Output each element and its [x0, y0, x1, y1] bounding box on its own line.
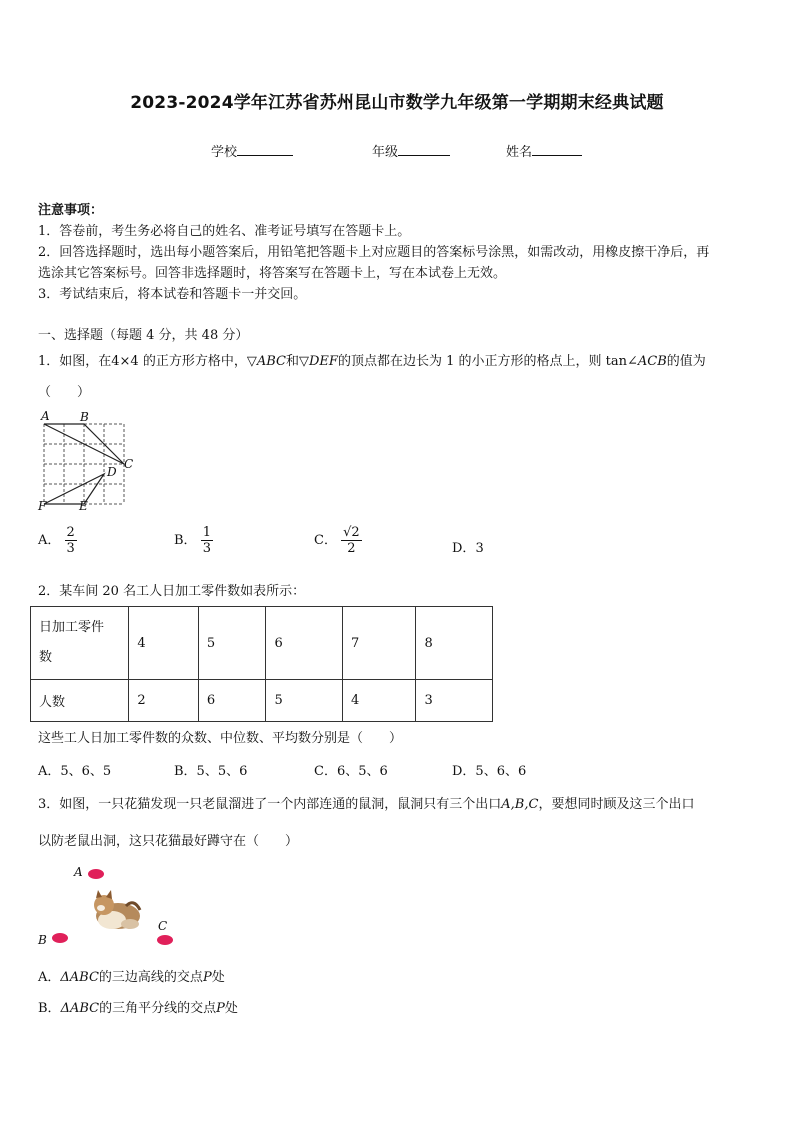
- hole-label-c: C: [158, 919, 168, 933]
- q3-stem-a: 3．如图，一只花猫发现一只老鼠溜进了一个内部连通的鼠洞，鼠洞只有三个出口: [38, 797, 502, 812]
- option-text-end: 处: [211, 970, 225, 985]
- label-c: C: [124, 457, 134, 471]
- table-cell: 6: [198, 680, 266, 722]
- notice-item-2: 2．回答选择题时，选出每小题答案后，用铅笔把答题卡上对应题目的答案标号涂黑，如需改动，用橡皮擦干净后，再: [38, 245, 710, 260]
- q1-option-d[interactable]: [452, 537, 484, 556]
- notice-item-2-cont: 选涂其它答案标号。回答非选择题时，将答案写在答题卡上，写在本试卷上无效。: [38, 266, 507, 281]
- school-field[interactable]: [211, 141, 293, 160]
- hole-c: [157, 935, 173, 945]
- table-header-cell: 人数: [31, 680, 129, 722]
- option-letter: B．: [174, 533, 197, 548]
- option-letter: C．: [314, 533, 337, 548]
- numerator: 2: [66, 525, 75, 540]
- name-field[interactable]: [506, 141, 582, 160]
- fraction: [65, 525, 77, 556]
- q1-stem-c: 的值为: [666, 354, 706, 369]
- q1-stem-b: 的顶点都在边长为 1 的小正方形的格点上，则 tan∠: [337, 354, 638, 369]
- denominator: 3: [66, 541, 75, 556]
- q1-paren: （ ）: [38, 385, 91, 400]
- q1-and: 和: [285, 354, 299, 369]
- q3-stem-line2: 以防老鼠出洞，这只花猫最好蹲守在（ ）: [38, 834, 299, 849]
- hole-a: [88, 869, 104, 879]
- q2-option-c[interactable]: C．6、5、6: [314, 764, 388, 779]
- q3-option-a[interactable]: [38, 968, 225, 988]
- table-cell: 5: [198, 607, 266, 680]
- fraction: [201, 525, 213, 556]
- q1-triangle-abc: ▽ABC: [246, 354, 286, 369]
- fraction: [341, 525, 362, 556]
- grade-field[interactable]: [372, 141, 450, 160]
- q2-question: 这些工人日加工零件数的众数、中位数、平均数分别是（ ）: [38, 731, 403, 746]
- label-d: D: [107, 465, 117, 479]
- option-letter: A．: [38, 533, 61, 548]
- q2-table: [30, 606, 493, 722]
- q3-figure: [34, 860, 184, 954]
- denominator: 2: [347, 541, 356, 556]
- q3-points: A,B,C: [501, 797, 539, 812]
- label-e: E: [79, 499, 88, 513]
- numerator: √2: [343, 525, 360, 540]
- q2-stem: 2．某车间 20 名工人日加工零件数如表所示：: [38, 584, 306, 599]
- grade-blank[interactable]: [398, 143, 450, 156]
- triangle-symbol: ΔABC: [60, 1001, 100, 1016]
- q1-angle: ACB: [637, 354, 667, 369]
- numerator: 1: [202, 525, 211, 540]
- q2-option-b[interactable]: B．5、5、6: [174, 764, 248, 779]
- option-letter: D．: [452, 541, 476, 556]
- q1-grid-figure: [34, 408, 134, 514]
- hole-label-b: B: [38, 933, 47, 947]
- table-cell: 3: [416, 680, 493, 722]
- q1-stem: [38, 352, 706, 372]
- q1-option-a[interactable]: [38, 525, 77, 556]
- grade-label: 年级: [372, 145, 399, 160]
- triangle-symbol: ΔABC: [60, 970, 99, 985]
- option-text-end: 处: [224, 1001, 238, 1016]
- school-blank[interactable]: [237, 143, 293, 156]
- label-a: A: [41, 409, 50, 423]
- page-title: 2023-2024学年江苏省苏州昆山市数学九年级第一学期期末经典试题: [130, 93, 664, 113]
- triangle-def: [44, 474, 104, 504]
- name-blank[interactable]: [532, 143, 582, 156]
- hole-label-a: A: [74, 865, 83, 879]
- point-p: P: [216, 1001, 225, 1016]
- q1-triangle-def: ▽DEF: [299, 354, 338, 369]
- table-row: [31, 680, 493, 722]
- table-cell: 7: [342, 607, 416, 680]
- q2-option-d[interactable]: D．5、6、6: [452, 764, 527, 779]
- option-text: 的三边高线的交点: [98, 970, 203, 985]
- q3-stem-line1: [38, 795, 694, 815]
- school-label: 学校: [211, 145, 238, 160]
- section-heading: 一、选择题（每题 4 分，共 48 分）: [38, 328, 249, 343]
- option-letter: B．: [38, 1001, 61, 1016]
- q2-option-a[interactable]: A．5、6、5: [38, 764, 112, 779]
- cat-icon: [94, 890, 140, 929]
- q3-stem-b: ，要想同时顾及这三个出口: [538, 797, 695, 812]
- label-b: B: [80, 410, 89, 424]
- grid-lines: [44, 424, 124, 504]
- q1-option-c[interactable]: [314, 525, 362, 556]
- header-text-line2: 数: [39, 650, 53, 665]
- q1-option-b[interactable]: [174, 525, 213, 556]
- notice-item-1: 1．答卷前，考生务必将自己的姓名、准考证号填写在答题卡上。: [38, 224, 411, 239]
- table-cell: 6: [266, 607, 342, 680]
- q1-stem-a: 1．如图，在4×4 的正方形方格中，: [38, 354, 247, 369]
- table-cell: 4: [129, 607, 199, 680]
- option-text: 3: [475, 541, 484, 556]
- denominator: 3: [202, 541, 211, 556]
- q3-option-b[interactable]: [38, 999, 238, 1019]
- header-text-line1: 日加工零件: [39, 620, 105, 635]
- label-f: F: [38, 499, 47, 513]
- notice-heading: 注意事项：: [38, 203, 104, 218]
- table-cell: 4: [342, 680, 416, 722]
- table-header-cell: [31, 607, 129, 680]
- table-cell: 8: [416, 607, 493, 680]
- notice-item-3: 3．考试结束后，将本试卷和答题卡一并交回。: [38, 287, 307, 302]
- point-p: P: [202, 970, 212, 985]
- name-label: 姓名: [506, 145, 533, 160]
- table-cell: 2: [129, 680, 199, 722]
- option-letter: A．: [38, 970, 61, 985]
- option-text: 的三角平分线的交点: [99, 1001, 217, 1016]
- table-cell: 5: [266, 680, 342, 722]
- table-row: [31, 607, 493, 680]
- hole-b: [52, 933, 68, 943]
